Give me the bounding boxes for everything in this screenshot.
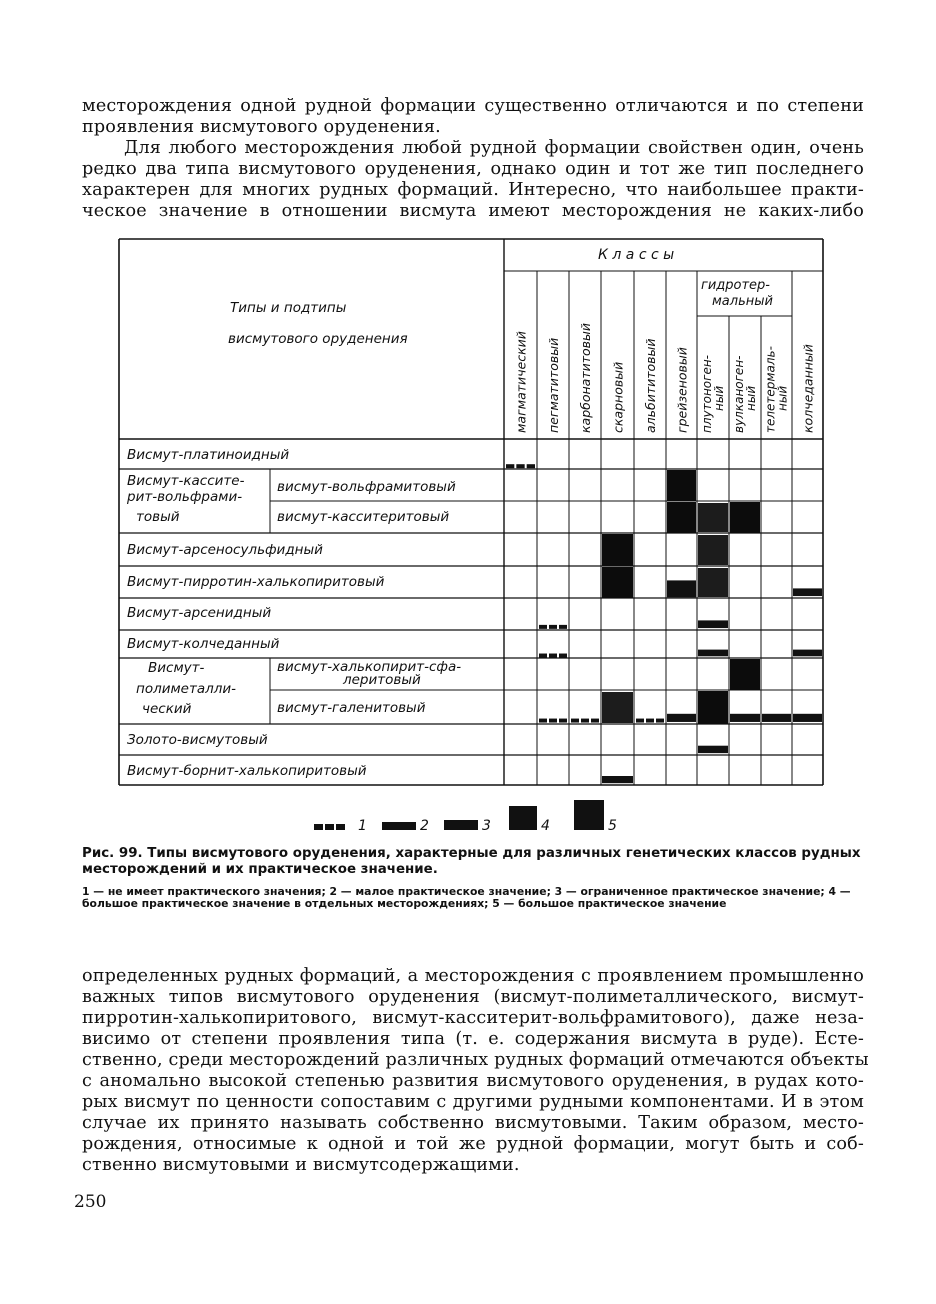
legend-label: 4 <box>541 818 550 834</box>
row-label: Золото-висмутовый <box>127 732 268 748</box>
table-mark <box>549 719 557 723</box>
table-mark <box>539 625 547 629</box>
legend-swatch <box>444 820 478 830</box>
table-mark <box>571 719 579 723</box>
table-mark <box>602 534 633 566</box>
column-header: альбититовый <box>643 338 658 433</box>
bottom-paragraph <box>82 966 869 1176</box>
table-mark <box>793 588 822 596</box>
subtype-label: висмут-вольфрамитовый <box>277 479 456 495</box>
column-header: ный <box>712 385 726 411</box>
legend-swatch <box>574 800 604 830</box>
text-line: случае их принято называть собственно висмутовыми. Таким образом, место- <box>82 1113 864 1133</box>
text-line: ственно, среди месторождений различных рудных формаций отмечаются объекты <box>82 1050 869 1070</box>
header-bismuth: висмутового оруденения <box>228 331 408 347</box>
group-label: Висмут- <box>148 660 205 676</box>
legend-swatch <box>336 824 345 830</box>
text-line: проявления висмутового оруденения. <box>82 117 441 137</box>
legend-label: 5 <box>608 818 617 834</box>
column-header: плутоноген- <box>700 355 714 433</box>
text-line: определенных рудных формаций, а месторождения с проявлением промышленно <box>82 966 864 986</box>
legend-swatch <box>325 824 334 830</box>
table-mark <box>539 719 547 723</box>
group-label: ческий <box>142 701 192 717</box>
text-line: с аномально высокой степенью развития висмутового оруденения, в рудах кото- <box>82 1071 864 1091</box>
table-mark <box>527 464 535 468</box>
table-mark <box>549 625 557 629</box>
table-mark <box>602 692 633 723</box>
text-line: рых висмут по ценности сопоставим с другими рудными компонентами. И в этом <box>82 1092 864 1112</box>
table-mark <box>591 719 599 723</box>
table-mark <box>602 567 633 598</box>
text-line: характерен для многих рудных формаций. Интересно, что наибольшее практи- <box>82 180 864 200</box>
legend-label: 3 <box>482 818 491 834</box>
table-mark <box>730 714 760 722</box>
column-header: колчеданный <box>800 344 816 433</box>
column-header: ный <box>744 385 758 411</box>
table-mark <box>730 502 760 533</box>
column-header: телетермаль- <box>763 346 778 433</box>
legend-label: 1 <box>358 818 367 834</box>
text-line: Для любого месторождения любой рудной формации свойствен один, очень <box>124 138 864 158</box>
table-mark <box>506 464 514 468</box>
group-label: рит-вольфрами- <box>127 489 243 505</box>
table-mark <box>667 714 696 722</box>
row-label: Висмут-арсеносульфидный <box>127 542 323 558</box>
text-line: пирротин-халькопиритового, висмут-касситерит-вольфрамитового), даже неза- <box>82 1008 864 1028</box>
column-header: ный <box>775 385 790 411</box>
table-mark <box>559 719 567 723</box>
table-mark <box>793 714 822 722</box>
text-line: ческое значение в отношении висмута имеют месторождения не каких-либо <box>82 201 864 221</box>
text-line: месторождения одной рудной формации существенно отличаются и по степени <box>82 96 864 116</box>
legend-swatch <box>509 806 537 830</box>
legend <box>314 800 617 834</box>
figure-caption-note: 1 — не имеет практического значения; 2 — малое практическое значение; 3 — ограниченное практическое значение; 4 — большое практическое значение в отдельных месторождениях; 5 — большое практическое значение <box>82 885 851 910</box>
text-line: рождения, относимые к одной и той же рудной формации, могут быть и соб- <box>82 1134 864 1154</box>
row-label: Висмут-борнит-халькопиритовый <box>127 763 367 779</box>
table-mark <box>516 464 524 468</box>
table-mark <box>636 719 644 723</box>
table-mark <box>667 470 696 501</box>
table-mark <box>667 580 696 597</box>
table-mark <box>762 714 791 722</box>
subtype-label: висмут-галенитовый <box>277 700 426 716</box>
column-header: магматический <box>513 331 529 433</box>
hydro-label: гидротер- <box>701 278 770 293</box>
table-mark <box>539 654 547 658</box>
column-header: пегматитовый <box>546 337 561 433</box>
text-line: ственно висмутовыми и висмутсодержащими. <box>82 1155 520 1175</box>
table-mark <box>730 659 760 690</box>
table-mark <box>698 568 728 597</box>
table-mark <box>793 650 822 657</box>
header-types: Типы и подтипы <box>230 300 347 316</box>
table-mark <box>698 746 728 753</box>
table-mark <box>549 654 557 658</box>
column-header: карбонатитовый <box>578 322 593 433</box>
legend-swatch <box>382 822 416 830</box>
table-mark <box>698 535 728 565</box>
legend-swatch <box>314 824 323 830</box>
group-label: товый <box>136 509 180 525</box>
table-mark <box>667 502 696 533</box>
row-label: Висмут-пирротин-халькопиритовый <box>127 574 385 590</box>
text-line: важных типов висмутового оруденения (висмут-полиметаллического, висмут- <box>82 987 864 1007</box>
table-mark <box>559 625 567 629</box>
row-label: Висмут-платиноидный <box>127 447 290 463</box>
table-mark <box>656 719 664 723</box>
column-header: скарновый <box>610 361 626 433</box>
column-header: грейзеновый <box>674 347 690 433</box>
table-marks <box>506 464 822 783</box>
text-line: редко два типа висмутового оруденения, однако один и тот же тип последнего <box>82 159 864 179</box>
subtype-label: висмут-касситеритовый <box>277 509 450 525</box>
text-line: висимо от степени проявления типа (т. е. содержания висмута в руде). Есте- <box>82 1029 864 1049</box>
hydro-label: мальный <box>712 294 773 309</box>
table-mark <box>698 691 728 724</box>
table-mark <box>581 719 589 723</box>
subtype-label: леритовый <box>343 672 421 688</box>
page-number: 250 <box>74 1192 107 1212</box>
subtype-label: висмут-халькопирит-сфа- <box>277 659 462 675</box>
legend-label: 2 <box>420 818 429 834</box>
table-mark <box>698 620 728 628</box>
table-mark <box>698 650 728 657</box>
figure-caption: Рис. 99. Типы висмутового оруденения, характерные для различных генетических классов рудных месторождений и их практическое значение. <box>82 846 861 877</box>
table-mark <box>698 503 728 532</box>
row-label: Висмут-арсенидный <box>127 605 272 621</box>
row-label: Висмут-колчеданный <box>127 636 280 652</box>
table-mark <box>602 776 633 783</box>
column-header: вулканоген- <box>732 355 746 433</box>
classes-label: К л а с с ы <box>598 247 675 263</box>
table-mark <box>559 654 567 658</box>
group-label: Висмут-кассите- <box>127 473 245 489</box>
group-label: полиметалли- <box>136 681 237 697</box>
table-mark <box>646 719 654 723</box>
